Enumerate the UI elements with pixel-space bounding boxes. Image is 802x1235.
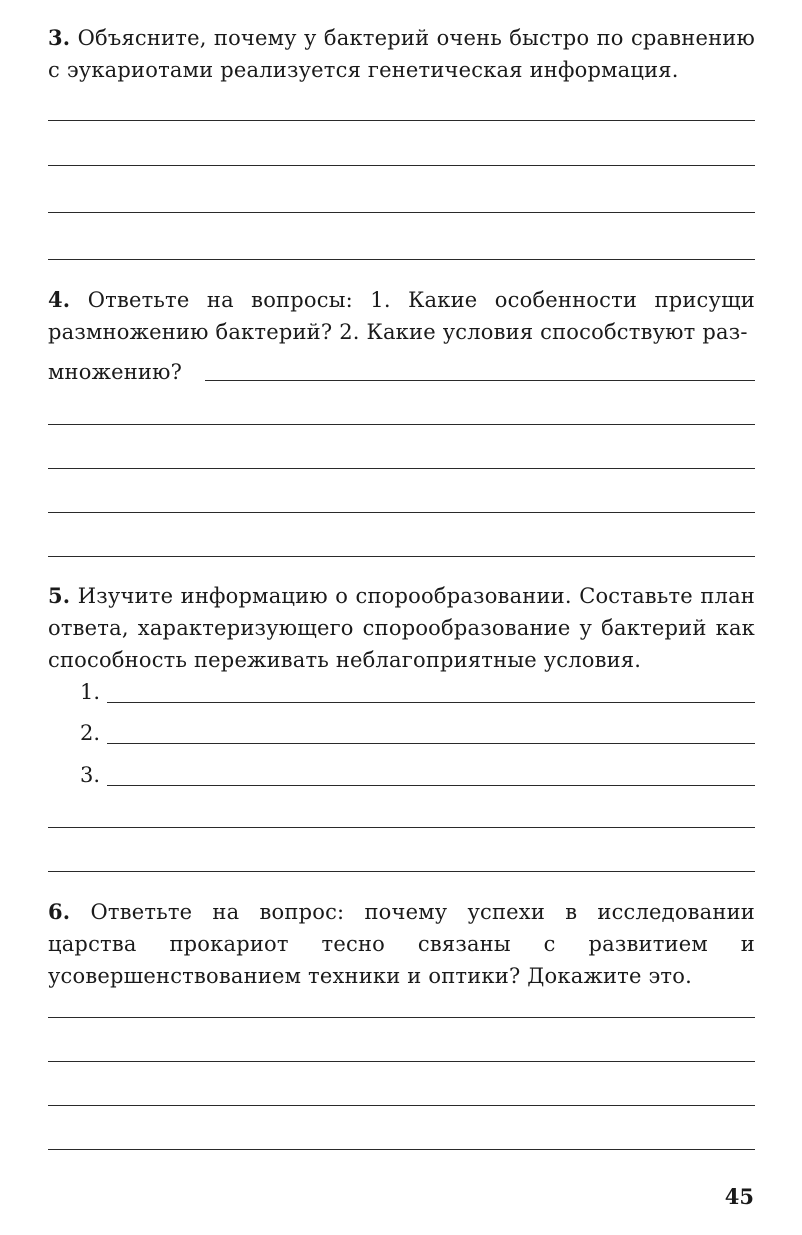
task-5-number: 5. <box>48 583 71 608</box>
task-4-continuation: множению? <box>48 360 183 384</box>
answer-line[interactable] <box>48 165 755 166</box>
task-6-question <box>48 896 755 992</box>
task-5-question <box>48 580 755 676</box>
answer-line[interactable] <box>48 1061 755 1062</box>
answer-line[interactable] <box>48 120 755 121</box>
plan-item-1-line[interactable] <box>107 702 755 703</box>
answer-line[interactable] <box>48 1017 755 1018</box>
answer-line[interactable] <box>48 468 755 469</box>
answer-line[interactable] <box>48 871 755 872</box>
answer-line[interactable] <box>48 512 755 513</box>
task-4-question <box>48 284 755 348</box>
page-number: 45 <box>724 1184 754 1209</box>
plan-item-3-label: 3. <box>80 763 101 787</box>
task-4-number: 4. <box>48 287 71 312</box>
task-5-text: Изучите информацию о спорообразовании. Составьте план ответа, характеризующего спорообразование у бактерий как способность переживать неблагоприятные условия. <box>48 584 755 672</box>
task-6-text: Ответьте на вопрос: почему успехи в исследовании царства прокариот тесно связаны с развитием и усовершенствованием техники и оптики? Докажите это. <box>48 900 755 988</box>
answer-line[interactable] <box>48 556 755 557</box>
plan-item-3-line[interactable] <box>107 785 755 786</box>
answer-line[interactable] <box>48 1105 755 1106</box>
answer-line[interactable] <box>48 1149 755 1150</box>
answer-line[interactable] <box>48 212 755 213</box>
task-6-number: 6. <box>48 899 71 924</box>
plan-item-2-label: 2. <box>80 721 101 745</box>
task-3-number: 3. <box>48 25 71 50</box>
task-4-text: Ответьте на вопросы: 1. Какие особенности присущи размножению бактерий? 2. Какие условия способствуют раз- <box>48 288 755 344</box>
answer-line[interactable] <box>48 827 755 828</box>
plan-item-1-label: 1. <box>80 680 101 704</box>
answer-line[interactable] <box>205 380 755 381</box>
task-3-question <box>48 22 755 86</box>
answer-line[interactable] <box>48 259 755 260</box>
plan-item-2-line[interactable] <box>107 743 755 744</box>
task-3-text: Объясните, почему у бактерий очень быстро по сравнению с эукариотами реализуется генетическая информация. <box>48 26 755 82</box>
answer-line[interactable] <box>48 424 755 425</box>
